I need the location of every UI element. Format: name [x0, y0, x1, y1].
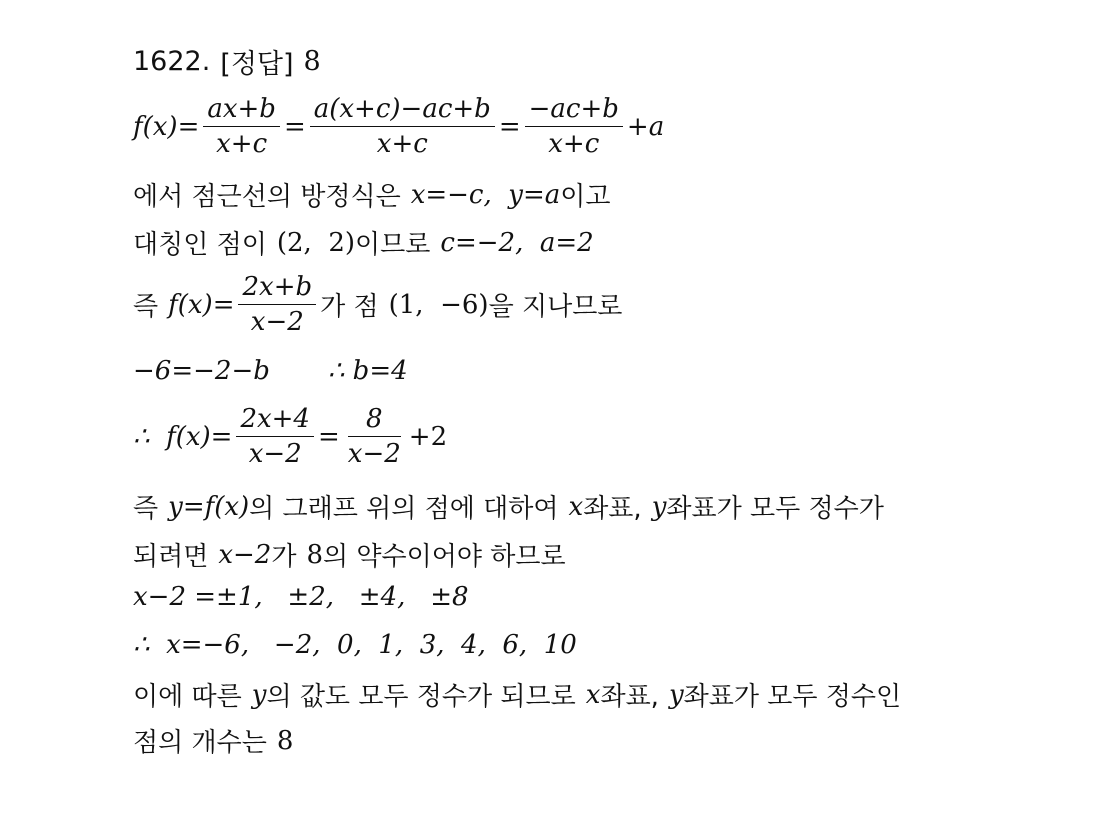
symmetry-point-line [133, 224, 594, 261]
line7-equals: = [317, 421, 340, 452]
line12-text-b: 의 값도 모두 정수가 되므로 [266, 682, 576, 712]
line10-math-a: x−2 =±1, ±2, ±4, ±8 [133, 582, 469, 612]
eq1-frac3-denominator: x+c [548, 129, 600, 159]
solve-b-line [133, 356, 408, 386]
line7-tail: +2 [408, 421, 448, 452]
line8-math-c: y [651, 491, 667, 522]
eq1-tail: +a [626, 111, 665, 142]
line8-math-b: x [568, 491, 584, 522]
line7-denominator-1: x−2 [248, 439, 302, 469]
divisor-values-line [133, 582, 469, 612]
line5-numerator: 2x+b [238, 272, 316, 305]
line7-fraction-2 [344, 404, 405, 469]
eq1-frac3-numerator: −ac+b [525, 94, 623, 127]
line7-numerator-2: 8 [348, 404, 401, 437]
line5-lhs: f(x)= [168, 289, 235, 320]
line12-math-a: y [251, 679, 267, 710]
line5-math-b: (1, −6) [388, 289, 489, 320]
line8-text-c: 좌표, [583, 494, 642, 524]
line8-text-b: 의 그래프 위의 점에 대하여 [249, 494, 559, 524]
line9-math-b: 8 [306, 539, 324, 570]
x-values-line [133, 630, 577, 660]
divisor-line [133, 536, 566, 573]
answer-header [133, 42, 321, 81]
line5-text-c: 을 지나므로 [488, 292, 623, 322]
line9-math-a: x−2 [218, 539, 272, 570]
line4-text-b: 이므로 [355, 230, 431, 260]
line12-text-d: 좌표가 모두 정수인 [683, 682, 902, 712]
line8-text-d: 좌표가 모두 정수가 [666, 494, 884, 524]
eq1-fraction-3 [525, 94, 623, 159]
line7-numerator-1: 2x+4 [236, 404, 314, 437]
line12-text-a: 이에 따른 [133, 682, 242, 712]
line9-text-a: 되려면 [133, 542, 209, 572]
line5-text-a: 즉 [133, 292, 159, 322]
eq1-frac2-denominator: x+c [376, 129, 428, 159]
line7-fraction-1 [236, 404, 314, 469]
y-values-line [133, 676, 901, 713]
line12-math-c: y [668, 679, 684, 710]
integer-condition-line [133, 488, 884, 525]
eq1-fraction-1 [203, 94, 280, 159]
line4-math-a: (2, 2) [276, 227, 356, 258]
line9-text-c: 의 약수이어야 하므로 [323, 542, 566, 572]
line7-lhs: ∴ f(x)= [133, 421, 233, 452]
eq1-frac2-numerator: a(x+c)−ac+b [310, 94, 495, 127]
line5-text-b: 가 점 [320, 292, 379, 322]
line11-math-a: ∴ x=−6, −2, 0, 1, 3, 4, 6, 10 [133, 630, 577, 660]
substitution-line [133, 272, 622, 337]
line3-math-a: x=−c, y=a [410, 179, 561, 210]
line5-denominator: x−2 [250, 307, 304, 337]
eq1-fraction-2 [310, 94, 495, 159]
eq1-frac1-numerator: ax+b [203, 94, 280, 127]
line8-math-a: y=f(x) [168, 491, 250, 522]
line6-math-b: ∴ b=4 [327, 356, 408, 386]
line5-fraction [238, 272, 316, 337]
line3-text-b: 이고 [560, 182, 611, 212]
problem-number: 1622. [133, 46, 211, 77]
line13-text-a: 점의 개수는 [133, 728, 267, 758]
eq1-frac1-denominator: x+c [216, 129, 268, 159]
line12-text-c: 좌표, [600, 682, 659, 712]
asymptote-line [133, 176, 611, 213]
answer-value: 8 [303, 46, 321, 77]
equation-fx-rewrite [133, 94, 664, 159]
conclusion-line [133, 722, 293, 759]
eq1-equals-b: = [498, 111, 521, 142]
line4-math-b: c=−2, a=2 [440, 227, 594, 258]
eq1-equals-a: = [283, 111, 306, 142]
line7-denominator-2: x−2 [347, 439, 401, 469]
line3-text-a: 에서 점근선의 방정식은 [133, 182, 401, 212]
eq1-lhs: f(x)= [133, 111, 200, 142]
line6-math-a: −6=−2−b [133, 356, 270, 386]
line9-text-b: 가 [271, 542, 297, 572]
line12-math-b: x [585, 679, 601, 710]
line8-text-a: 즉 [133, 494, 159, 524]
line4-text-a: 대칭인 점이 [133, 230, 267, 260]
line13-math-a: 8 [276, 725, 294, 756]
final-function-line [133, 404, 447, 469]
answer-label: [정답] [220, 49, 294, 80]
